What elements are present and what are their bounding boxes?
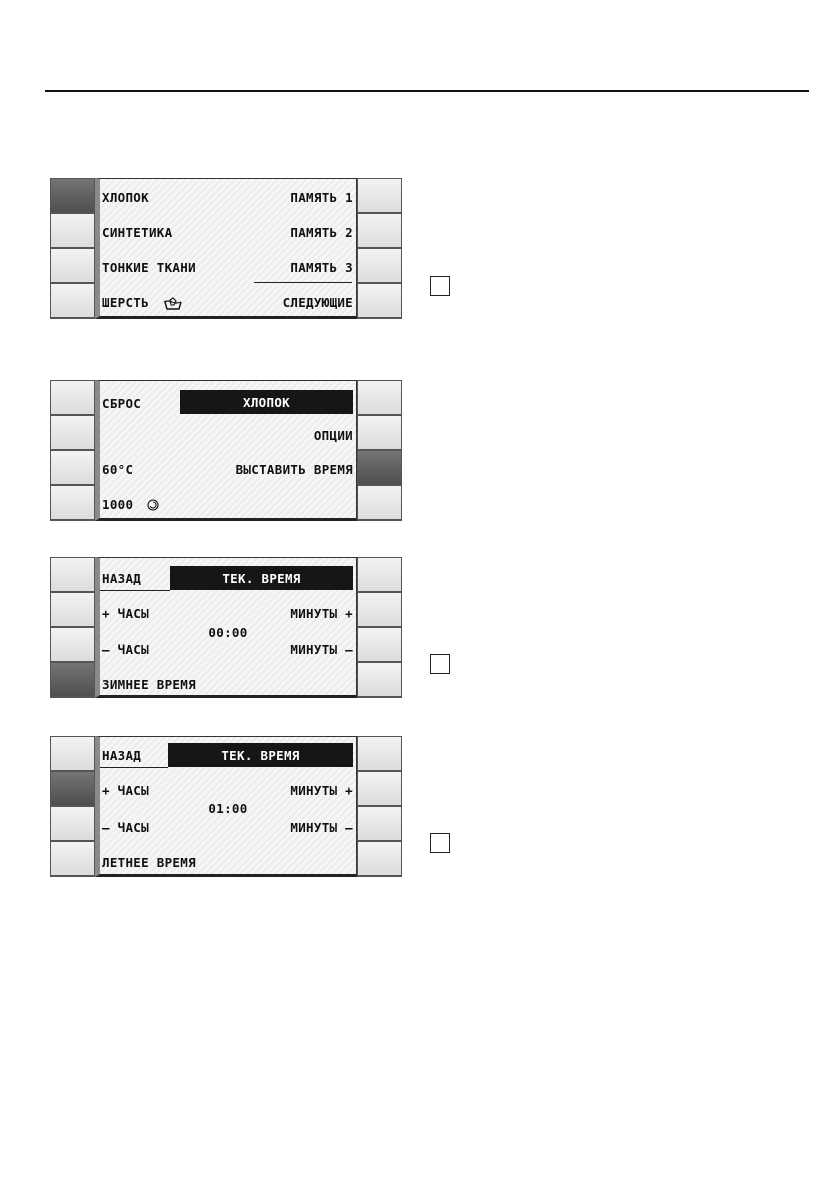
left-button-3[interactable] xyxy=(50,806,95,842)
left-button-4[interactable] xyxy=(50,485,95,521)
step-marker-box xyxy=(430,276,450,296)
memory-2: ПАМЯТЬ 2 xyxy=(290,224,353,240)
back-label: НАЗАД xyxy=(102,747,142,763)
wool-hand-wash-icon xyxy=(163,297,183,310)
left-button-2[interactable] xyxy=(50,213,95,249)
back-label: НАЗАД xyxy=(102,570,142,586)
spin-value: 1000 xyxy=(102,496,134,512)
minutes-minus: МИНУТЫ – xyxy=(290,641,353,657)
clock-time: 00:00 xyxy=(208,625,248,640)
program-title-bar xyxy=(180,390,353,414)
left-button-4[interactable] xyxy=(50,841,95,877)
right-button-1[interactable] xyxy=(357,380,402,416)
clock-summer-panel xyxy=(50,736,402,877)
hours-plus: + ЧАСЫ xyxy=(102,782,149,798)
minutes-plus: МИНУТЫ + xyxy=(290,782,353,798)
memory-3: ПАМЯТЬ 3 xyxy=(290,259,353,275)
left-button-1[interactable] xyxy=(50,178,95,214)
right-button-2[interactable] xyxy=(357,592,402,628)
left-button-3[interactable] xyxy=(50,248,95,284)
right-button-1[interactable] xyxy=(357,178,402,214)
left-button-1[interactable] xyxy=(50,736,95,772)
minutes-plus: МИНУТЫ + xyxy=(290,605,353,621)
back-underline xyxy=(100,590,170,591)
left-button-2[interactable] xyxy=(50,415,95,451)
set-time-label: ВЫСТАВИТЬ ВРЕМЯ xyxy=(235,461,353,477)
clock-title-bar xyxy=(168,743,353,767)
right-button-1[interactable] xyxy=(357,736,402,772)
clock-time: 01:00 xyxy=(208,801,248,816)
left-button-column xyxy=(50,178,95,319)
left-button-1[interactable] xyxy=(50,380,95,416)
right-button-4[interactable] xyxy=(357,662,402,698)
display-screen xyxy=(95,380,357,521)
step-marker-box xyxy=(430,833,450,853)
right-button-4[interactable] xyxy=(357,485,402,521)
reset-label: СБРОС xyxy=(102,395,142,411)
clock-title: ТЕК. ВРЕМЯ xyxy=(222,570,301,586)
step-marker-box xyxy=(430,654,450,674)
hours-plus: + ЧАСЫ xyxy=(102,605,149,621)
right-button-3[interactable] xyxy=(357,806,402,842)
clock-title: ТЕК. ВРЕМЯ xyxy=(221,747,300,763)
season-label: ЛЕТНЕЕ ВРЕМЯ xyxy=(102,854,196,870)
memory-1: ПАМЯТЬ 1 xyxy=(290,189,353,205)
right-button-1[interactable] xyxy=(357,557,402,593)
right-button-3[interactable] xyxy=(357,450,402,486)
left-button-4[interactable] xyxy=(50,283,95,319)
left-button-2[interactable] xyxy=(50,771,95,807)
left-button-4[interactable] xyxy=(50,662,95,698)
program-delicates: ТОНКИЕ ТКАНИ xyxy=(102,259,196,275)
right-button-4[interactable] xyxy=(357,841,402,877)
right-button-2[interactable] xyxy=(357,771,402,807)
top-divider xyxy=(45,90,809,92)
right-button-column xyxy=(357,380,402,521)
program-wool: ШЕРСТЬ xyxy=(102,294,149,310)
hours-minus: – ЧАСЫ xyxy=(102,819,149,835)
spin-speed xyxy=(102,497,159,512)
left-button-2[interactable] xyxy=(50,592,95,628)
right-button-3[interactable] xyxy=(357,627,402,663)
back-underline xyxy=(100,767,168,768)
minutes-minus: МИНУТЫ – xyxy=(290,819,353,835)
display-screen xyxy=(95,557,357,698)
temperature-value: 60°C xyxy=(102,461,134,477)
right-button-2[interactable] xyxy=(357,415,402,451)
clock-title-bar xyxy=(170,566,353,590)
right-button-column xyxy=(357,736,402,877)
left-button-column xyxy=(50,736,95,877)
program-synthetics: СИНТЕТИКА xyxy=(102,224,173,240)
program-cotton: ХЛОПОК xyxy=(102,189,149,205)
program-title: ХЛОПОК xyxy=(243,394,290,410)
left-button-column xyxy=(50,380,95,521)
left-button-3[interactable] xyxy=(50,450,95,486)
right-button-column xyxy=(357,557,402,698)
program-wool-label xyxy=(102,295,183,310)
display-screen xyxy=(95,736,357,877)
left-button-3[interactable] xyxy=(50,627,95,663)
hours-minus: – ЧАСЫ xyxy=(102,641,149,657)
right-button-2[interactable] xyxy=(357,213,402,249)
clock-winter-panel xyxy=(50,557,402,698)
program-settings-panel xyxy=(50,380,402,521)
next-programs: СЛЕДУЮЩИЕ xyxy=(282,294,353,310)
right-button-3[interactable] xyxy=(357,248,402,284)
season-label: ЗИМНЕЕ ВРЕМЯ xyxy=(102,676,196,692)
left-button-column xyxy=(50,557,95,698)
display-screen xyxy=(95,178,357,319)
right-button-column xyxy=(357,178,402,319)
right-button-4[interactable] xyxy=(357,283,402,319)
spin-icon xyxy=(147,499,159,511)
program-select-panel xyxy=(50,178,402,319)
left-button-1[interactable] xyxy=(50,557,95,593)
menu-separator xyxy=(254,282,352,283)
options-label: ОПЦИИ xyxy=(313,427,353,443)
